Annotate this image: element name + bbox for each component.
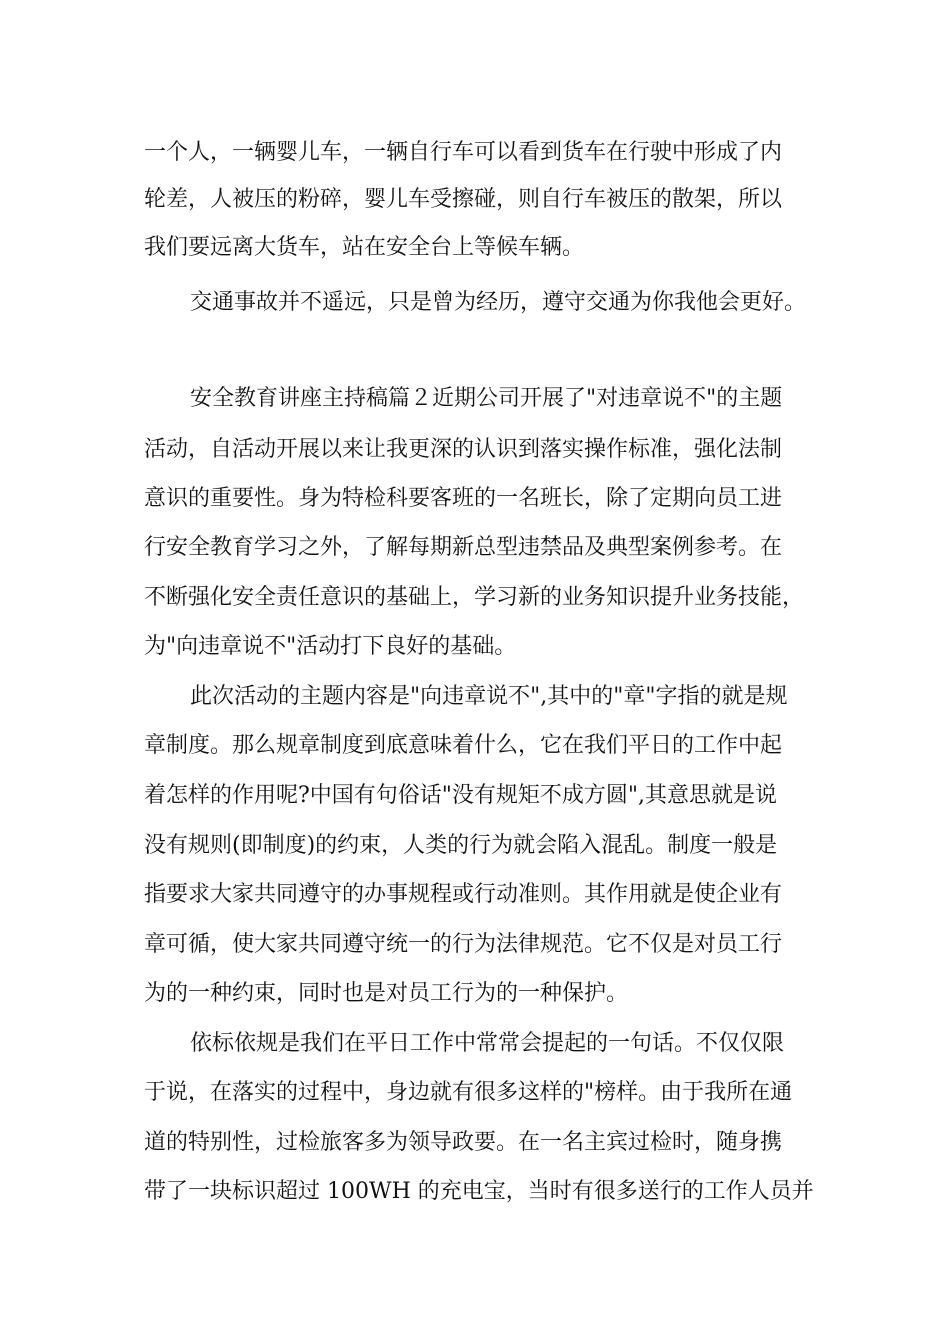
text-line: 没有规则(即制度)的约束，人类的行为就会陷入混乱。制度一般是 [144, 833, 778, 858]
text-line: 为的一种约束，同时也是对员工行为的一种保护。 [144, 981, 629, 1006]
text-line: 我们要远离大货车，站在安全台上等候车辆。 [144, 235, 585, 260]
text-line: 轮差，人被压的粉碎，婴儿车受擦碰，则自行车被压的散架，所以 [144, 187, 783, 212]
text-line: 依标依规是我们在平日工作中常常会提起的一句话。不仅仅限 [190, 1031, 785, 1056]
text-line: 为"向违章说不"活动打下良好的基础。 [144, 634, 517, 659]
text-line: 活动，自活动开展以来让我更深的认识到落实操作标准，强化法制 [144, 437, 783, 462]
text-line: 于说，在落实的过程中，身边就有很多这样的"榜样。由于我所在通 [144, 1080, 793, 1105]
text-line: 交通事故并不遥远，只是曾为经历，遵守交通为你我他会更好。 [190, 290, 807, 315]
text-line: 章制度。那么规章制度到底意味着什么，它在我们平日的工作中起 [144, 733, 783, 758]
text-line: 章可循，使大家共同遵守统一的行为法律规范。它不仅是对员工行 [144, 932, 783, 957]
text-line: 此次活动的主题内容是"向违章说不",其中的"章"字指的就是规 [190, 684, 788, 709]
text-line: 意识的重要性。身为特检科要客班的一名班长，除了定期向员工进 [144, 486, 783, 511]
text-line: 指要求大家共同遵守的办事规程或行动准则。其作用就是使企业有 [144, 882, 783, 907]
text-line: 一个人，一辆婴儿车，一辆自行车可以看到货车在行驶中形成了内 [144, 140, 783, 165]
text-line: 行安全教育学习之外，了解每期新总型违禁品及典型案例参考。在 [144, 535, 783, 560]
text-line: 带了一块标识超过 100WH 的充电宝，当时有很多送行的工作人员并 [144, 1179, 814, 1204]
text-line: 不断强化安全责任意识的基础上，学习新的业务知识提升业务技能， [144, 585, 805, 610]
text-line: 安全教育讲座主持稿篇２近期公司开展了"对违章说不"的主题 [190, 386, 783, 411]
text-line: 道的特别性，过检旅客多为领导政要。在一名主宾过检时，随身携 [144, 1130, 783, 1155]
text-line: 着怎样的作用呢?中国有句俗话"没有规矩不成方圆",其意思就是说 [144, 783, 778, 808]
